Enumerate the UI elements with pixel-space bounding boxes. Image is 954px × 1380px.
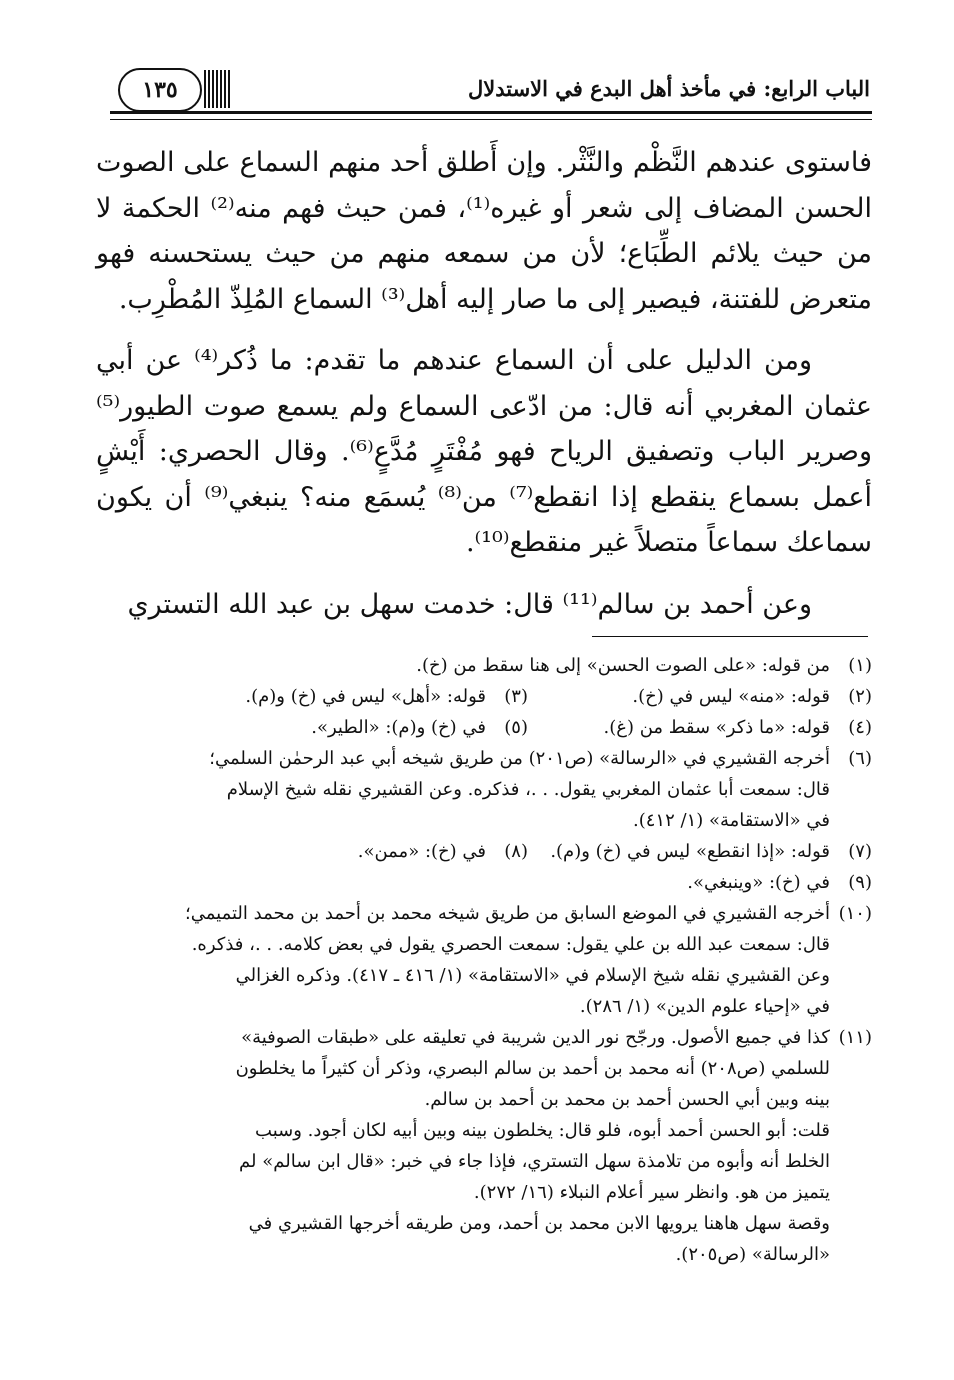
footnote-text [96, 1022, 830, 1270]
footnote-number: (٩) [848, 872, 872, 893]
footnote-2 [528, 681, 872, 712]
footnote-number: (١١) [838, 1027, 872, 1048]
footnote-11 [96, 1022, 872, 1270]
footnote-text: قوله: «أهل» ليس في (خ) و(م). [245, 686, 486, 707]
footnote-10 [96, 898, 872, 1022]
footnote-text: في (خ): «وينبغي». [687, 872, 830, 893]
footnote-line: أخرجه القشيري في «الرسالة» (ص٢٠١) من طريق شيخه أبي عبد الرحمٰن السلمي؛ [209, 748, 830, 769]
page-number: ١٣٥ [118, 68, 202, 112]
footnote-text [96, 743, 830, 836]
footnote-line: وعن القشيري نقله شيخ الإسلام في «الاستقامة» (١/ ٤١٦ ـ ٤١٧). وذكره الغزالي [235, 965, 830, 986]
footnote-text: من قوله: «على الصوت الحسن» إلى هنا سقط من (خ). [416, 655, 830, 676]
footnote-text: في (خ): «ممن». [357, 841, 486, 862]
paragraph-3: وعن أحمد بن سالم⁽¹¹⁾ قال: خدمت سهل بن عبد الله التستري [127, 588, 812, 620]
footnote-row-2-3 [96, 681, 872, 712]
footnote-line: قلت: أبو الحسن أحمد أبوه، فلو قال: يخلطون بينه وبين أبيه لكان أجود. وسبب [255, 1120, 830, 1141]
footnote-number: (٥) [504, 717, 528, 738]
footnote-number: (٤) [848, 717, 872, 738]
footnote-3 [245, 681, 528, 712]
footnote-1 [96, 650, 872, 681]
paragraph-1: فاستوى عندهم النَّظْم والنَّثْر. وإن أَطلق أحد منهم السماع على الصوت الحسن المضاف إلى شعر أو غيره⁽¹⁾، فمن حيث فهم منه⁽²⁾ الحكمة لا من حيث يلائم الطِّبَاع؛ لأن من سمعه منهم من حيث يستحسنه فهو متعرض للفتنة، فيصير إلى ما صار إليه أهل⁽³⁾ السماع المُلِذّ المُطْرِب. [96, 147, 873, 315]
footnote-6 [96, 743, 872, 836]
footnote-number: (٧) [848, 841, 872, 862]
footnote-line: في «إحياء علوم الدين» (١/ ٢٨٦). [579, 996, 830, 1017]
footnote-text: قوله: «ما ذكر» سقط من (غ). [603, 717, 830, 738]
footnote-line: الخلط أنه وأبوه من تلامذة سهل التستري، فإذا جاء في خبر: «قال ابن سالم» لم [239, 1151, 830, 1172]
header-rule-thin [110, 119, 872, 120]
footnote-5 [311, 712, 528, 743]
footnote-line: وقصة سهل هاهنا يرويها الابن محمد بن أحمد، ومن طريقه أخرجها القشيري في [248, 1213, 830, 1234]
footnote-number: (٨) [504, 841, 528, 862]
footnote-4 [528, 712, 872, 743]
footnote-line: قال: سمعت أبا عثمان المغربي يقول. . .، فذكره. وعن القشيري نقله شيخ الإسلام [226, 779, 830, 800]
footnote-line: «الرسالة» (ص٢٠٥). [675, 1244, 830, 1265]
footnote-line: يتميز من هو. وانظر سير أعلام النبلاء (١٦/ ٢٧٢). [473, 1182, 830, 1203]
footnote-number: (١٠) [838, 903, 872, 924]
header-rule [110, 111, 872, 114]
footnote-text: في (خ) و(م): «الطير». [311, 717, 486, 738]
footnotes [96, 650, 872, 1270]
footnote-row-7-8 [96, 836, 872, 867]
footnote-text [96, 898, 830, 1022]
ornament-bars [204, 70, 232, 108]
footnote-7 [528, 836, 872, 867]
footnote-text: قوله: «منه» ليس في (خ). [632, 686, 830, 707]
footnote-text: قوله: «إذا انقطع» ليس في (خ) و(م). [550, 841, 830, 862]
footnote-line: للسلمي (ص٢٠٨) أنه محمد بن أحمد بن سالم البصري، وذكر أن كثيراً ما يخلطون [235, 1058, 830, 1079]
footnote-line: قال: سمعت عبد الله بن علي يقول: سمعت الحصري يقول في بعض كلامه. . .، فذكره. [191, 934, 830, 955]
footnote-line: بينه وبين أبي الحسن أحمد بن محمد بن أحمد بن سالم. [424, 1089, 830, 1110]
footnote-8 [358, 836, 528, 867]
footnote-row-4-5 [96, 712, 872, 743]
running-header [110, 62, 872, 114]
chapter-title: الباب الرابع: في مأخذ أهل البدع في الاستدلال [467, 76, 870, 101]
main-text [96, 140, 872, 643]
footnote-line: أخرجه القشيري في الموضع السابق من طريق شيخه محمد بن أحمد بن محمد التميمي؛ [185, 903, 830, 924]
footnote-number: (٦) [848, 748, 872, 769]
footnote-9 [96, 867, 872, 898]
footnote-separator [592, 636, 868, 637]
paragraph-2: ومن الدليل على أن السماع عندهم ما تقدم: ما ذُكر⁽⁴⁾ عن أبي عثمان المغربي أنه قال: من ادّعى السماع ولم يسمع صوت الطيور⁽⁵⁾ وصرير الباب وتصفيق الرياح فهو مُفْتَرٍ مُدَّعٍ⁽⁶⁾. وقال الحصري: أَيْشٍ أعمل بسماع ينقطع إذا انقطع⁽⁷⁾ من⁽⁸⁾ يُسمَع منه؟ ينبغي⁽⁹⁾ أن يكون سماعك سماعاً متصلاً غير منقطع⁽¹⁰⁾. [96, 345, 873, 558]
footnote-number: (٣) [504, 686, 528, 707]
footnote-number: (٢) [848, 686, 872, 707]
footnote-number: (١) [848, 655, 872, 676]
footnote-line: في «الاستقامة» (١/ ٤١٢). [633, 810, 830, 831]
footnote-line: كذا في جميع الأصول. ورجّح نور الدين شريبة في تعليقه على «طبقات الصوفية» [241, 1027, 830, 1048]
